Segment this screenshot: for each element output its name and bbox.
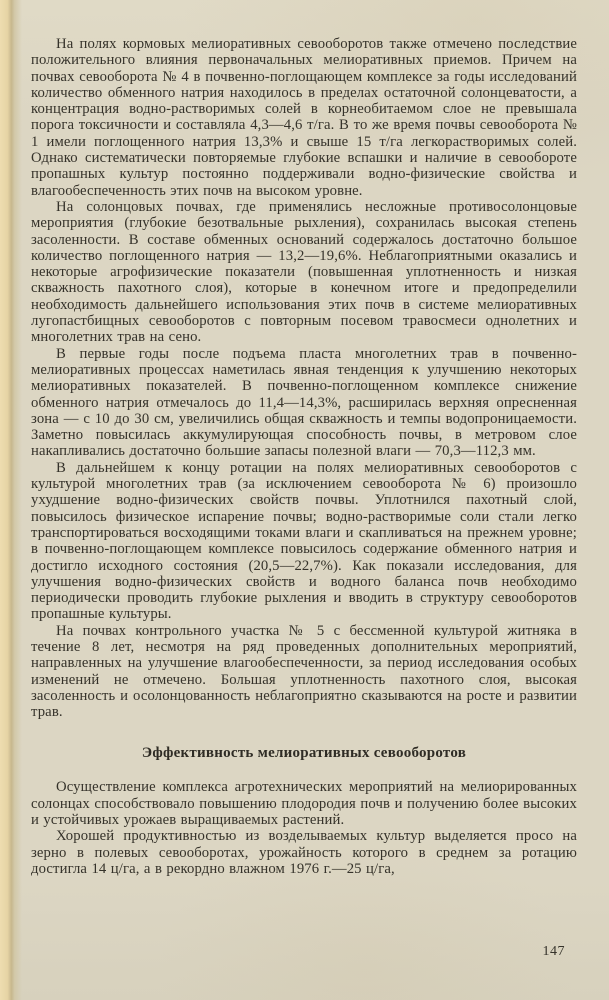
page-number: 147 xyxy=(542,944,565,959)
paragraph: В дальнейшем к концу ротации на полях мелиоративных севооборотов с культурой многолетних трав (за исключением севооборота № 6) произошло ухудшение водно-физических свойств почвы. Уплотнился пахотный слой, повысилось физическое испарение почвы; водно-растворимые соли стали легко транспортироваться восходящими токами влаги и скапливаться на прежнем уровне; в почвенно-поглощающем комплексе повысилось содержание обменного натрия и достигло исходного состояния (20,5—22,7%). Как показали исследования, для улучшения водно-физических свойств и водного баланса почв необходимо периодически проводить глубокие рыхления и вводить в структуру севооборотов пропашные культуры. xyxy=(31,459,577,623)
section-heading: Эффективность мелиоративных севооборотов xyxy=(141,745,467,762)
paragraph: На полях кормовых мелиоративных севооборотов также отмечено последствие положительного влияния первоначальных мелиоративных приемов. Причем на почвах севооборота № 4 в почвенно-поглощающем комплексе за годы исследований количество обменного натрия находилось в пределах остаточной солонцеватости, а концентрация водно-растворимых солей в корнеобитаемом слое не превышала порога токсичности и составляла 4,3—4,6 т/га. В то же время почвы севооборота № 1 имели поглощенного натрия 13,3% и свыше 15 т/га легкорастворимых солей. Однако систематически повторяемые глубокие вспашки и наличие в севообороте пропашных культур постоянно поддерживали водно-физические свойства и влагообеспеченность этих почв на высоком уровне. xyxy=(31,36,577,199)
book-spine-edge xyxy=(0,0,22,1000)
paragraph: Хорошей продуктивностью из возделываемых культур выделяется просо на зерно в полевых севооборотах, урожайность которого в среднем за ротацию достигла 14 ц/га, а в рекордно влажном 1976 г.—25 ц/га, xyxy=(31,828,577,877)
text-column xyxy=(31,36,577,877)
paragraph: На почвах контрольного участка № 5 с бессменной культурой житняка в течение 8 лет, несмотря на ряд проведенных дополнительных мероприятий, направленных на улучшение влагообеспеченности, за период исследования особых изменений не отмечено. Большая уплотненность пахотного слоя, высокая засоленность и осолонцованность неблагоприятно сказываются на росте и развитии трав. xyxy=(31,622,577,721)
paragraph: В первые годы после подъема пласта многолетних трав в почвенно-мелиоративных процессах наметилась явная тенденция к улучшению некоторых мелиоративных показателей. В почвенно-поглощенном комплексе снижение обменного натрия отмечалось до 11,4—14,3%, расширилась верхняя опресненная зона — с 10 до 30 см, увеличились общая скважность и темпы водопроницаемости. Заметно повысилась аккумулирующая способность почвы, в метровом слое накапливались достаточно большие запасы полезной влаги — 70,3—112,3 мм. xyxy=(31,345,577,460)
paragraph: Осуществление комплекса агротехнических мероприятий на мелиорированных солонцах способствовало повышению плодородия почв и получению более высоких и устойчивых урожаев выращиваемых растений. xyxy=(31,779,577,829)
paragraph: На солонцовых почвах, где применялись несложные противосолонцовые мероприятия (глубокие безотвальные рыхления), сохранилась высокая степень засоленности. В составе обменных оснований содержалось достаточно большое количество поглощенного натрия — 13,2—19,6%. Неблагоприятными оказались и некоторые агрофизические показатели (повышенная уплотненность и низкая скважность пахотного слоя), которые в конечном итоге и предопределили необходимость дальнейшего использования этих почв в системе мелиоративных лугопастбищных севооборотов с повторным посевом травосмеси однолетних и многолетних трав на сено. xyxy=(31,198,577,346)
